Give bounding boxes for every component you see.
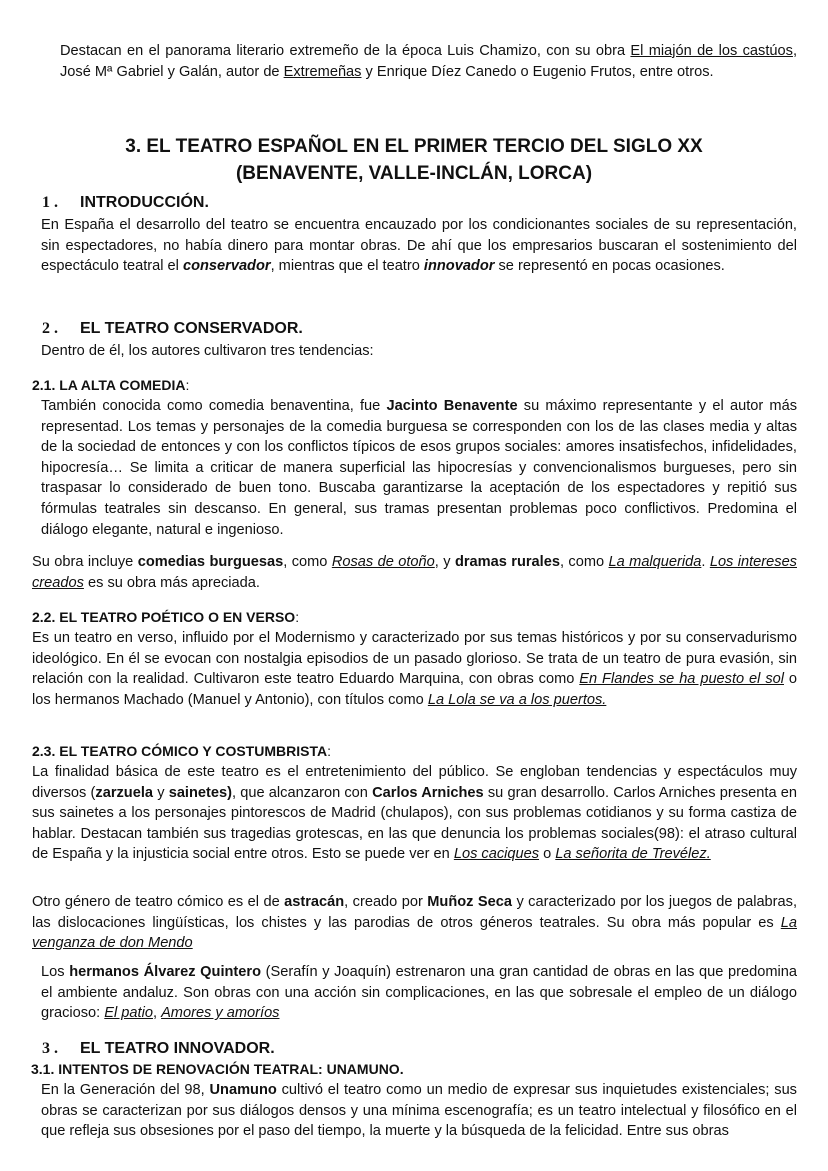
body-text: su gran desarrollo. Carlos Arniches presenta en sus sainetes a los personajes pintorescos de Madrid (chulapos), con sus problemas cotidianos y su forma castiza de hablar. Destacan también sus tragedias grotescas, en las que denuncia los problemas sociales(98): el atraso cultural de España y la injusticia social entre otros. Esto se puede ver en: [32, 784, 797, 863]
body-text: o: [539, 846, 556, 863]
body-text: ,: [152, 1005, 162, 1022]
work-title: El miajón de los castúos: [630, 43, 793, 59]
subsection-teatro-comico: [0, 741, 828, 865]
work-title: Extremeñas: [283, 63, 362, 80]
subsection-astracan: [0, 892, 828, 954]
subsection-number: 3.1.: [31, 1061, 55, 1077]
work-title: En Flandes se ha puesto el sol: [579, 671, 784, 688]
author-name: Unamuno: [209, 1082, 277, 1098]
intro-text: y Enrique Díez Canedo o Eugenio Frutos, entre otros.: [361, 63, 714, 80]
subsection-alta-comedia: [0, 375, 828, 540]
section-innovador: [0, 1039, 828, 1059]
section-heading-text: INTRODUCCIÓN.: [80, 194, 209, 211]
subsection-unamuno: [0, 1059, 828, 1142]
body-text: También conocida como comedia benaventina, fue: [41, 398, 387, 414]
subsection-heading: [0, 375, 828, 395]
subsection-paragraph: [0, 396, 828, 540]
emphasis-term: sainetes): [168, 784, 232, 801]
heading-colon: :: [295, 609, 300, 625]
body-text: , que alcanzaron con: [231, 784, 373, 801]
section-heading: [0, 319, 828, 339]
body-text: su máximo representante y el autor más representad. Los temas y personajes de la comedia burguesa se corresponden con los de las clases media y altas de la sociedad de entonces y con los conflictos típicos de esos grupos sociales: amores insatisfechos, infidelidades, hipocresía… Se limita a criticar de manera superficial las hipocresías y convencionalismos burgueses, pero sin traspasar lo considerado de buen tono. Buscaba garantizarse la aceptación de los espectadores y repitió sus fórmulas teatrales sin descanso. En general, sus tramas presentan problemas poco conflictivos. Predomina el diálogo elegante, natural e ingenioso.: [41, 398, 797, 538]
section-lead: Dentro de él, los autores cultivaron tres tendencias:: [41, 343, 374, 359]
body-text: La finalidad básica de este teatro es el entretenimiento del público. Se engloban tendencias y espectáculos muy diversos (: [32, 764, 797, 801]
body-text: , como: [559, 554, 609, 570]
subsection-heading: [0, 1059, 828, 1079]
emphasis-term: comedias burguesas: [137, 554, 284, 570]
intro-text: Destacan en el panorama literario extremeño de la época Luis Chamizo, con su obra: [60, 43, 631, 59]
section-paragraph: [0, 215, 828, 277]
author-name: hermanos Álvarez Quintero: [69, 964, 261, 980]
emphasis-term: conservador: [182, 258, 271, 275]
body-text: , como: [283, 554, 332, 570]
work-title: Los intereses creados: [32, 554, 797, 591]
body-text: (Serafín y Joaquín) estrenaron una gran cantidad de obras en las que predomina el ambiente andaluz. Son obras con una acción sin complicaciones, en las que sobresale el empleo de un diálogo gracioso:: [41, 964, 797, 1022]
chapter-title: [0, 133, 828, 187]
work-title: La señorita de Trevélez.: [555, 846, 711, 863]
emphasis-term: zarzuela: [95, 784, 153, 801]
subsection-paragraph: [0, 892, 828, 954]
subsection-paragraph: [0, 552, 828, 593]
subsection-heading: [0, 607, 828, 627]
body-text: Los: [41, 964, 70, 980]
chapter-title-line2: (BENAVENTE, VALLE-INCLÁN, LORCA): [235, 163, 593, 184]
subsection-paragraph: [0, 962, 828, 1024]
emphasis-term: dramas rurales: [454, 554, 560, 570]
chapter-title-line1: 3. EL TEATRO ESPAÑOL EN EL PRIMER TERCIO DEL SIGLO XX: [125, 136, 703, 157]
section-heading-text: EL TEATRO INNOVADOR.: [80, 1040, 275, 1057]
author-name: Carlos Arniches: [372, 784, 484, 801]
work-title: Rosas de otoño: [331, 554, 435, 570]
section-number: 1 .: [42, 194, 58, 211]
body-text: .: [701, 554, 710, 570]
body-text: , y: [434, 554, 455, 570]
section-conservador: [0, 319, 828, 362]
body-text: Su obra incluye: [32, 554, 138, 570]
work-title: La malquerida: [608, 554, 702, 570]
author-name: Jacinto Benavente: [386, 398, 518, 414]
body-text: y: [153, 784, 169, 801]
work-title: Amores y amoríos: [161, 1005, 280, 1022]
intro-block: [0, 41, 828, 82]
heading-colon: :: [185, 377, 190, 393]
section-number: 2 .: [42, 320, 58, 337]
body-text: y caracterizado por los juegos de palabras, las dislocaciones lingüísticas, los chistes y las parodias de otros géneros teatrales. Su obra más popular es: [32, 894, 797, 931]
body-text: En la Generación del 98,: [41, 1082, 210, 1098]
section-heading: [0, 1039, 828, 1059]
subsection-paragraph: [0, 762, 828, 865]
work-title: Los caciques: [453, 846, 540, 863]
intro-paragraph: [0, 41, 828, 82]
body-text: Es un teatro en verso, influido por el Modernismo y caracterizado por sus temas históricos y por su conservadurismo ideológico. En él se evocan con nostalgia episodios de un pasado glorioso. Se trata de un teatro de pura evasión, sin relación con la realidad. Cultivaron este teatro Eduardo Marquina, con obras como: [32, 630, 797, 688]
work-title: La Lola se va a los puertos.: [427, 691, 607, 708]
subsection-heading-text: 2.2. EL TEATRO POÉTICO O EN VERSO: [32, 609, 296, 625]
body-text: cultivó el teatro como un medio de expresar sus inquietudes existenciales; sus obras se caracterizan por sus diálogos densos y una mínima escenografía; es un teatro intelectual y filosófico en el que refleja sus obsesiones por el paso del tiempo, la muerte y la búsqueda de la felicidad. Entre sus obras: [41, 1082, 797, 1140]
subsection-heading: [0, 741, 828, 761]
subsection-heading-text: INTENTOS DE RENOVACIÓN TEATRAL: UNAMUNO.: [58, 1061, 404, 1077]
subsection-teatro-poetico: [0, 607, 828, 710]
subsection-heading-text: 2.1. LA ALTA COMEDIA: [32, 377, 186, 393]
body-text: , creado por: [344, 894, 428, 910]
intro-text: , José Mª Gabriel y Galán, autor de: [60, 43, 797, 80]
body-text: Otro género de teatro cómico es el de: [32, 894, 285, 910]
section-number: 3 .: [42, 1040, 58, 1057]
section-heading-text: EL TEATRO CONSERVADOR.: [80, 320, 303, 337]
author-name: Muñoz Seca: [427, 894, 512, 910]
body-text: En España el desarrollo del teatro se encuentra encauzado por los condicionantes sociales de su representación, sin espectadores, no había dinero para montar obras. De ahí que los empresarios buscaran el sostenimiento del espectáculo teatral el: [41, 217, 797, 275]
emphasis-term: innovador: [423, 258, 495, 275]
body-text: se representó en pocas ocasiones.: [494, 258, 725, 275]
subsection-alta-comedia-works: [0, 552, 828, 593]
body-text: , mientras que el teatro: [270, 258, 424, 275]
subsection-alvarez-quintero: [0, 962, 828, 1024]
subsection-paragraph: [0, 1080, 828, 1142]
subsection-heading-text: 2.3. EL TEATRO CÓMICO Y COSTUMBRISTA: [32, 743, 328, 759]
section-heading: [0, 193, 828, 213]
heading-colon: :: [327, 743, 331, 759]
section-introduccion: [0, 193, 828, 277]
subsection-paragraph: [0, 628, 828, 710]
work-title: La venganza de don Mendo: [32, 914, 797, 952]
body-text: o los hermanos Machado (Manuel y Antonio), con títulos como: [32, 671, 798, 708]
work-title: El patio: [104, 1005, 153, 1022]
emphasis-term: astracán: [284, 894, 345, 910]
body-text: es su obra más apreciada.: [83, 574, 260, 591]
